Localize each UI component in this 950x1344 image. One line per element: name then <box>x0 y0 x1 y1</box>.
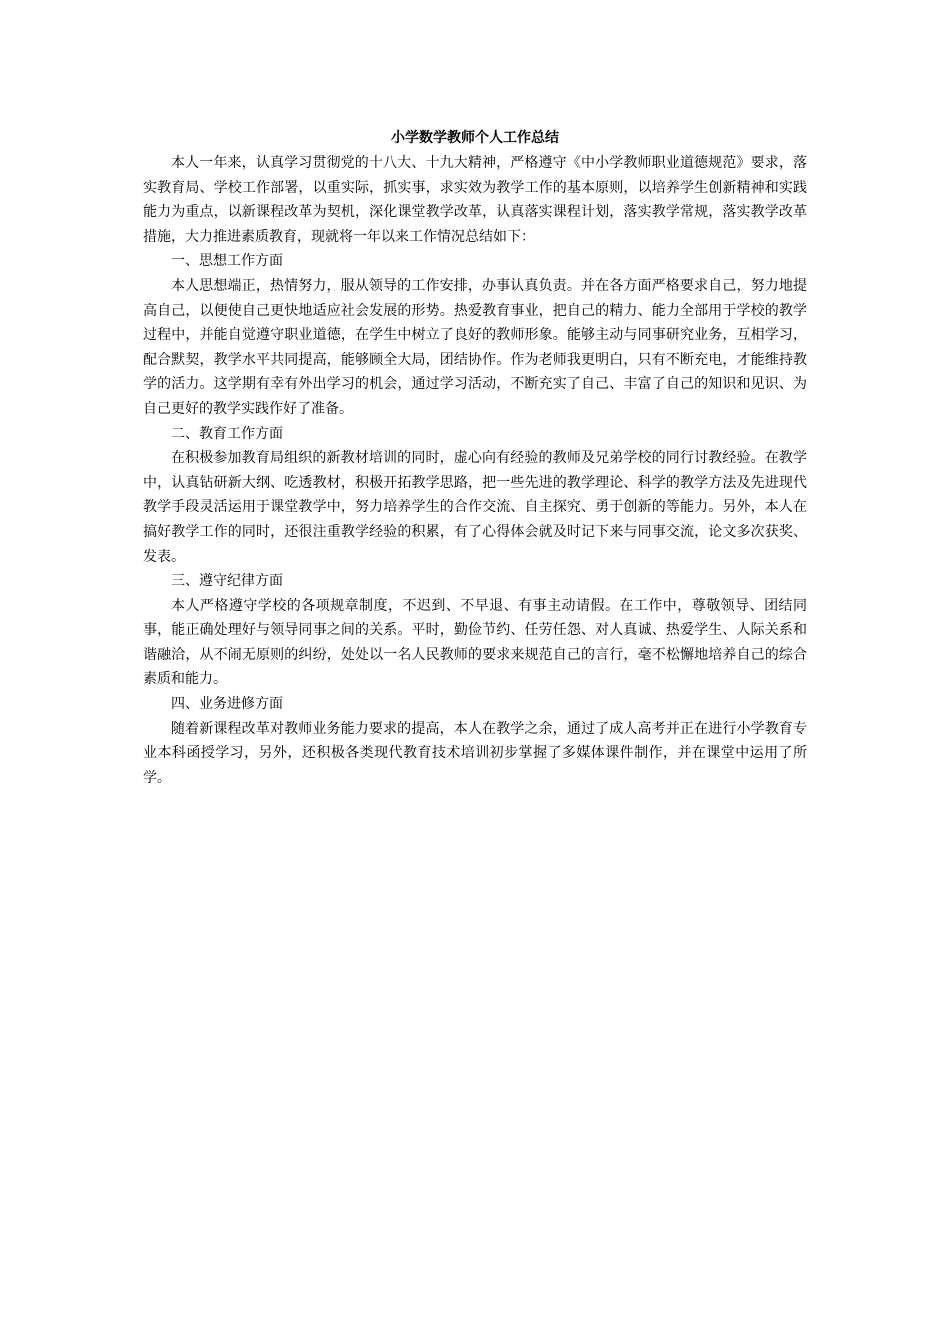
section-heading-thought: 一、思想工作方面 <box>171 253 283 270</box>
document-title: 小学数学教师个人工作总结 <box>391 130 559 146</box>
intro-paragraph: 本人一年来，认真学习贯彻党的十八大、十九大精神，严格遵守《中小学教师职业道德规范》要求，落实教育局、学校工作部署，以重实际，抓实事，求实效为教学工作的基本原则，以培养学生创新精神和实践能力为重点，以新课程改革为契机，深化课堂教学改革，认真落实课程计划，落实教学常规，落实教学改革措施，大力推进素质教育，现就将一年以来工作情况总结如下： <box>143 155 807 245</box>
section-heading-education: 二、教育工作方面 <box>171 425 283 442</box>
section-body-professional-study: 随着新课程改革对教师业务能力要求的提高，本人在教学之余，通过了成人高考并正在进行小学教育专业本科函授学习，另外，还积极各类现代教育技术培训初步掌握了多媒体课件制作，并在课堂中运用了所学。 <box>143 720 807 786</box>
section-body-discipline: 本人严格遵守学校的各项规章制度，不迟到、不早退、有事主动请假。在工作中，尊敬领导、团结同事，能正确处理好与领导同事之间的关系。平时，勤俭节约、任劳任怨、对人真诚、热爱学生、人际关系和谐融洽，从不闹无原则的纠纷，处处以一名人民教师的要求来规范自己的言行，毫不松懈地培养自己的综合素质和能力。 <box>143 597 807 688</box>
section-heading-discipline: 三、遵守纪律方面 <box>171 573 283 590</box>
section-body-thought: 本人思想端正，热情努力，服从领导的工作安排，办事认真负责。并在各方面严格要求自己，努力地提高自己，以便使自己更快地适应社会发展的形势。热爱教育事业，把自己的精力、能力全部用于学校的教学过程中，并能自觉遵守职业道德，在学生中树立了良好的教师形象。能够主动与同事研究业务，互相学习，配合默契，教学水平共同提高，能够顾全大局，团结协作。作为老师我更明白，只有不断充电，才能维持教学的活力。这学期有幸有外出学习的机会，通过学习活动，不断充实了自己、丰富了自己的知识和见识、为自己更好的教学实践作好了准备。 <box>143 277 807 417</box>
document-page <box>143 126 807 790</box>
section-body-education: 在积极参加教育局组织的新教材培训的同时，虚心向有经验的教师及兄弟学校的同行讨教经验。在教学中，认真钻研新大纲、吃透教材，积极开拓教学思路，把一些先进的教学理论、科学的教学方法及先进现代教学手段灵活运用于课堂教学中，努力培养学生的合作交流、自主探究、勇于创新的等能力。另外，本人在搞好教学工作的同时，还很注重教学经验的积累，有了心得体会就及时记下来与同事交流，论文多次获奖、发表。 <box>143 450 807 565</box>
section-heading-professional-study: 四、业务进修方面 <box>171 696 283 713</box>
